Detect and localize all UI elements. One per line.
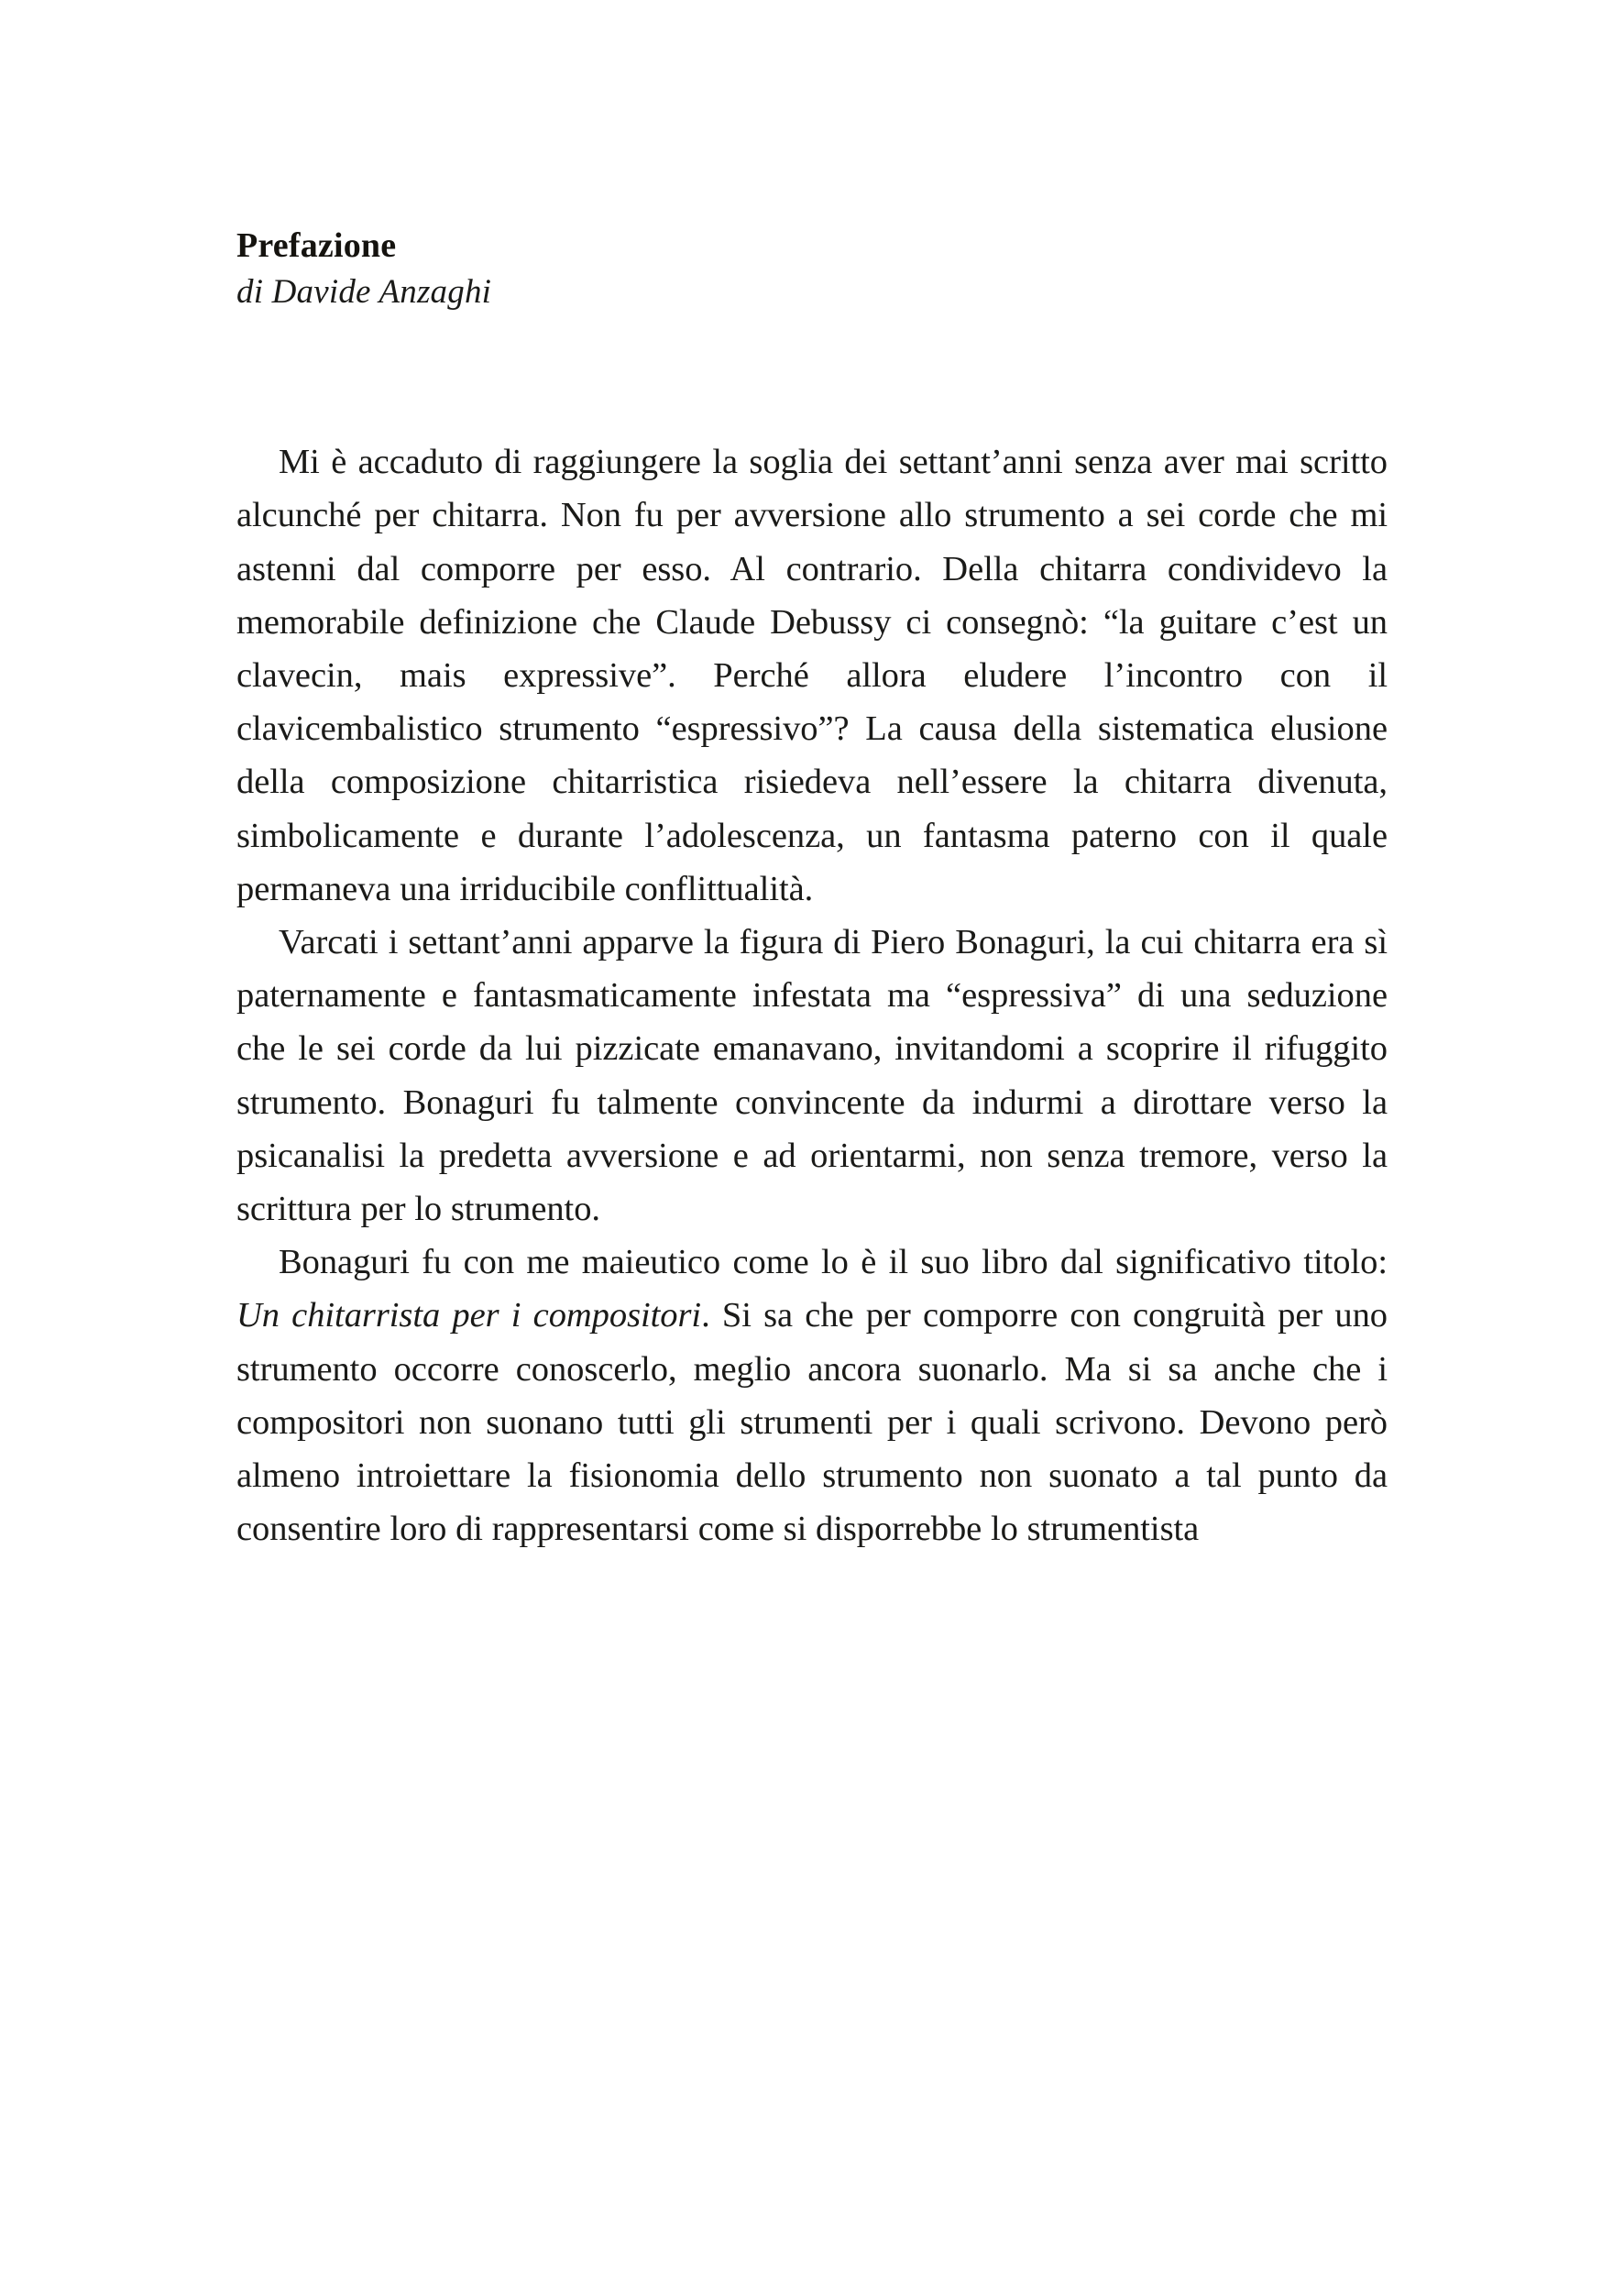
paragraph-3-lead: Bonaguri fu con me maieutico come lo è il suo libro dal significativo titolo: — [279, 1243, 1388, 1282]
cited-work-title: Un chitarrista per i compositori — [236, 1296, 702, 1335]
author-byline: di Davide Anzaghi — [236, 272, 492, 311]
body-copy — [236, 435, 1388, 1555]
paragraph-3-tail: . Si sa che per comporre con congruità per uno strumento occorre conoscerlo, meglio ancora suonarlo. Ma si sa anche che i compositori non suonano tutti gli strumenti per i quali scrivono. Devono però almeno introiettare la fisionomia dello strumento non suonato a tal punto da consentire loro di rappresentarsi come si disporrebbe lo strumentista — [236, 1296, 1388, 1549]
paragraph-2: Varcati i settant’anni apparve la figura di Piero Bonaguri, la cui chitarra era sì paternamente e fantasmaticamente infestata ma “espressiva” di una seduzione che le sei corde da lui pizzicate emanavano, invitandomi a scoprire il rifuggito strumento. Bonaguri fu talmente convincente da indurmi a dirottare verso la psicanalisi la predetta avversione e ad orientarmi, non senza tremore, verso la scrittura per lo strumento. — [236, 923, 1388, 1229]
paragraph-3 — [236, 1236, 1388, 1555]
page-title: Prefazione — [236, 226, 397, 265]
page-text-block — [236, 225, 1388, 1555]
paragraph-1: Mi è accaduto di raggiungere la soglia dei settant’anni senza aver mai scritto alcunché per chitarra. Non fu per avversione allo strumento a sei corde che mi astenni dal comporre per esso. Al contrario. Della chitarra condividevo la memorabile definizione che Claude Debussy ci consegnò: “la guitare c’est un clavecin, mais expressive”. Perché allora eludere l’incontro con il clavicembalistico strumento “espressivo”? La causa della sistematica elusione della composizione chitarristica risiedeva nell’essere la chitarra divenuta, simbolicamente e durante l’adolescenza, un fantasma paterno con il quale permaneva una irriducibile conflittualità. — [236, 443, 1388, 908]
